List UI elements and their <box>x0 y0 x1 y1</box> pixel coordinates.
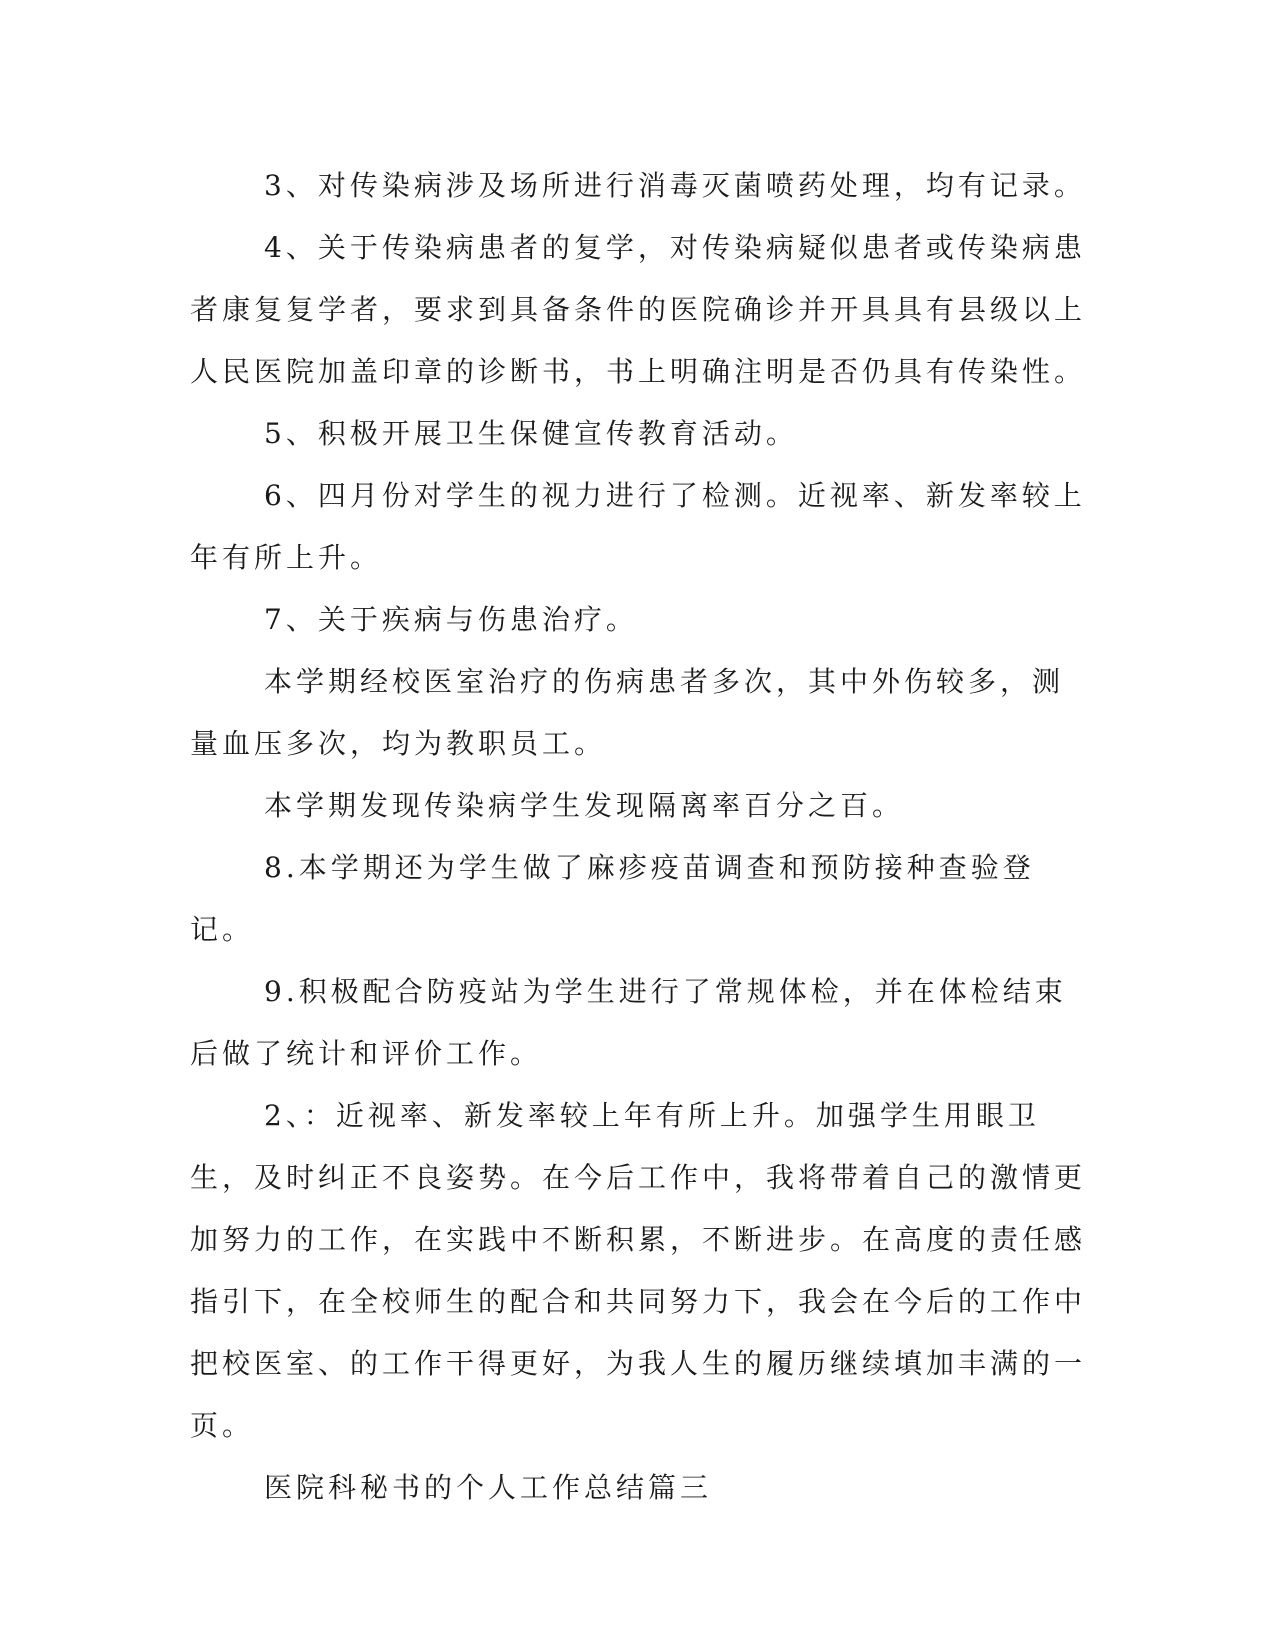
paragraph-isolation-rate: 本学期发现传染病学生发现隔离率百分之百。 <box>264 789 905 822</box>
document-body <box>190 155 1090 1519</box>
paragraph-item-4: 4、关于传染病患者的复学，对传染病疑似患者或传染病患者康复复学者，要求到具备条件的医院确诊并开具具有县级以上人民医院加盖印章的诊断书，书上明确注明是否仍具有传染性。 <box>190 231 1087 388</box>
section-heading: 医院科秘书的个人工作总结篇三 <box>264 1471 713 1504</box>
paragraph-item-5: 5、积极开展卫生保健宣传教育活动。 <box>264 417 798 450</box>
paragraph-item-8: 8.本学期还为学生做了麻疹疫苗调查和预防接种查验登记。 <box>190 851 1035 946</box>
paragraph-item-3: 3、对传染病涉及场所进行消毒灭菌喷药处理，均有记录。 <box>264 169 1086 202</box>
paragraph-item-6: 6、四月份对学生的视力进行了检测。近视率、新发率较上年有所上升。 <box>190 479 1086 574</box>
paragraph-treatment-summary: 本学期经校医室治疗的伤病患者多次，其中外伤较多，测量血压多次，均为教职员工。 <box>190 665 1065 760</box>
paragraph-item-7: 7、关于疾病与伤患治疗。 <box>264 603 638 636</box>
paragraph-future-work: 2、：近视率、新发率较上年有所上升。加强学生用眼卫生，及时纠正不良姿势。在今后工作中，我将带着自己的激情更加努力的工作，在实践中不断积累，不断进步。在高度的责任感指引下，在全校师生的配合和共同努力下，我会在今后的工作中把校医室、的工作干得更好，为我人生的履历继续填加丰满的一页。 <box>190 1099 1087 1442</box>
paragraph-item-9: 9.积极配合防疫站为学生进行了常规体检，并在体检结束后做了统计和评价工作。 <box>190 975 1067 1070</box>
